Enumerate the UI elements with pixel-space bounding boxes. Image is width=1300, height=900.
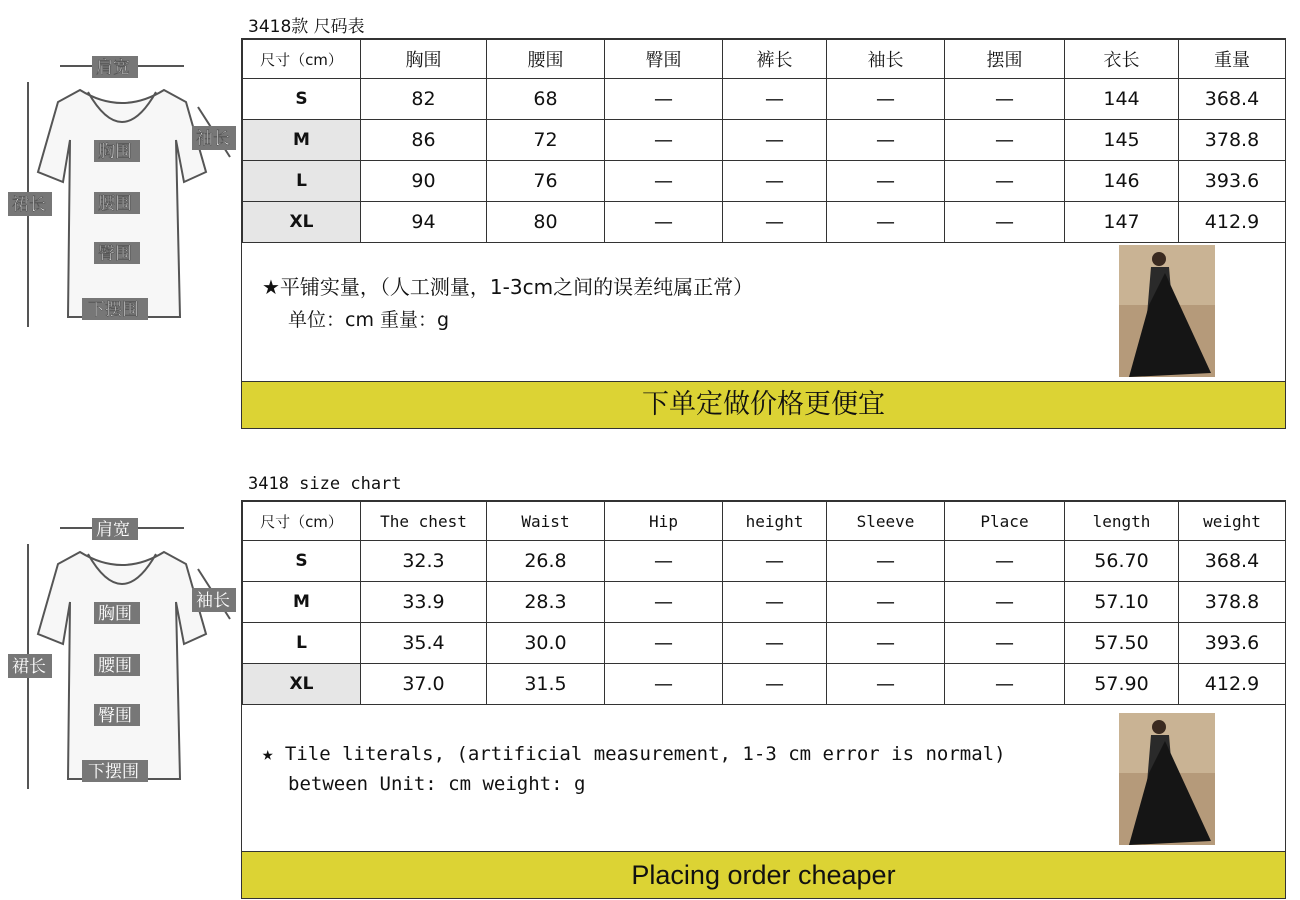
- table-cell: 412.9: [1179, 664, 1286, 705]
- table-cell: —: [945, 161, 1065, 202]
- table-cell: —: [827, 161, 945, 202]
- figure-label-chest: 胸围: [98, 142, 132, 162]
- table-cell: 37.0: [361, 664, 487, 705]
- table-cell: 28.3: [487, 582, 605, 623]
- table-cell: 72: [487, 120, 605, 161]
- table-cell: 26.8: [487, 541, 605, 582]
- table-cell: —: [945, 202, 1065, 243]
- header-cell: The chest: [361, 502, 487, 541]
- table-cell: —: [723, 202, 827, 243]
- table-cell: 90: [361, 161, 487, 202]
- note-line-1: ★ Tile literals, (artificial measurement, 1-3 cm error is normal): [262, 743, 1006, 765]
- figure-label-length: 裙长: [12, 195, 46, 215]
- table-cell: 68: [487, 79, 605, 120]
- header-cell: 腰围: [487, 40, 605, 79]
- measurement-note: [242, 243, 1285, 381]
- table-cell: 146: [1065, 161, 1179, 202]
- size-label: XL: [243, 202, 361, 243]
- table-cell: —: [945, 79, 1065, 120]
- figure-label-hem: 下摆围: [88, 762, 139, 782]
- figure-label-hem: 下摆围: [88, 300, 139, 320]
- table-cell: —: [605, 623, 723, 664]
- table-cell: 368.4: [1179, 541, 1286, 582]
- header-cell: length: [1065, 502, 1179, 541]
- table-cell: —: [945, 582, 1065, 623]
- table-cell: —: [945, 664, 1065, 705]
- promo-banner: 下单定做价格更便宜: [242, 381, 1285, 428]
- table-cell: 82: [361, 79, 487, 120]
- table-cell: —: [605, 541, 723, 582]
- table-cell: 31.5: [487, 664, 605, 705]
- table-cell: —: [723, 161, 827, 202]
- table-cell: 32.3: [361, 541, 487, 582]
- table-cell: —: [945, 541, 1065, 582]
- dress-measurement-diagram: [8, 514, 238, 804]
- table-cell: —: [827, 623, 945, 664]
- size-label: S: [243, 79, 361, 120]
- header-cell: 衣长: [1065, 40, 1179, 79]
- product-photo: [1119, 245, 1215, 377]
- figure-label-shoulder: 肩宽: [96, 520, 130, 540]
- size-label: M: [243, 582, 361, 623]
- table-cell: 144: [1065, 79, 1179, 120]
- table-cell: 378.8: [1179, 120, 1286, 161]
- note-line-1: ★平铺实量，（人工测量，1-3cm之间的误差纯属正常）: [262, 275, 754, 299]
- figure-label-waist: 腰围: [98, 194, 132, 214]
- table-row: [243, 623, 1286, 664]
- table-cell: 412.9: [1179, 202, 1286, 243]
- table-cell: 145: [1065, 120, 1179, 161]
- table-cell: —: [723, 79, 827, 120]
- size-table: [242, 39, 1286, 243]
- table-cell: —: [827, 202, 945, 243]
- table-cell: 393.6: [1179, 623, 1286, 664]
- table-row: [243, 664, 1286, 705]
- figure-label-hip: 臀围: [98, 244, 132, 264]
- promo-banner: Placing order cheaper: [242, 851, 1285, 898]
- dress-measurement-diagram: [8, 52, 238, 342]
- header-cell: weight: [1179, 502, 1286, 541]
- table-cell: 76: [487, 161, 605, 202]
- header-cell: Place: [945, 502, 1065, 541]
- table-cell: 94: [361, 202, 487, 243]
- size-label: S: [243, 541, 361, 582]
- table-cell: 393.6: [1179, 161, 1286, 202]
- header-cell: 袖长: [827, 40, 945, 79]
- size-chart-en: [0, 462, 1300, 900]
- table-cell: —: [827, 541, 945, 582]
- size-label: XL: [243, 664, 361, 705]
- size-sheet: [241, 38, 1286, 429]
- table-row: [243, 541, 1286, 582]
- table-cell: 35.4: [361, 623, 487, 664]
- table-cell: 86: [361, 120, 487, 161]
- figure-label-length: 裙长: [12, 657, 46, 677]
- figure-label-waist: 腰围: [98, 656, 132, 676]
- table-cell: 33.9: [361, 582, 487, 623]
- table-cell: —: [827, 79, 945, 120]
- chart-caption: 3418款 尺码表: [248, 17, 365, 37]
- header-cell: 摆围: [945, 40, 1065, 79]
- table-row: [243, 161, 1286, 202]
- size-chart-cn: [0, 0, 1300, 440]
- table-row: [243, 120, 1286, 161]
- table-cell: 30.0: [487, 623, 605, 664]
- header-cell: Hip: [605, 502, 723, 541]
- table-cell: —: [827, 120, 945, 161]
- header-cell: height: [723, 502, 827, 541]
- header-cell: Sleeve: [827, 502, 945, 541]
- table-cell: —: [723, 664, 827, 705]
- table-cell: —: [827, 582, 945, 623]
- table-cell: —: [827, 664, 945, 705]
- note-line-2: between Unit: cm weight: g: [288, 773, 586, 795]
- size-table: [242, 501, 1286, 705]
- table-cell: 57.90: [1065, 664, 1179, 705]
- header-cell: 尺寸（cm）: [243, 40, 361, 79]
- table-cell: —: [605, 79, 723, 120]
- figure-label-hip: 臀围: [98, 706, 132, 726]
- table-cell: —: [723, 541, 827, 582]
- size-label: L: [243, 161, 361, 202]
- table-cell: 56.70: [1065, 541, 1179, 582]
- header-cell: 重量: [1179, 40, 1286, 79]
- figure-label-sleeve: 袖长: [196, 591, 230, 611]
- table-cell: —: [605, 582, 723, 623]
- measurement-note: [242, 705, 1285, 851]
- figure-label-chest: 胸围: [98, 604, 132, 624]
- table-row: [243, 202, 1286, 243]
- table-cell: —: [605, 120, 723, 161]
- table-cell: —: [723, 120, 827, 161]
- size-label: L: [243, 623, 361, 664]
- header-cell: 胸围: [361, 40, 487, 79]
- header-cell: 裤长: [723, 40, 827, 79]
- table-cell: 147: [1065, 202, 1179, 243]
- table-cell: 57.10: [1065, 582, 1179, 623]
- table-cell: 57.50: [1065, 623, 1179, 664]
- size-sheet: [241, 500, 1286, 899]
- table-cell: —: [605, 202, 723, 243]
- table-cell: 378.8: [1179, 582, 1286, 623]
- table-cell: —: [723, 623, 827, 664]
- table-cell: 80: [487, 202, 605, 243]
- table-cell: —: [945, 623, 1065, 664]
- table-cell: —: [605, 161, 723, 202]
- product-photo: [1119, 713, 1215, 845]
- table-header-row: [243, 502, 1286, 541]
- header-cell: 尺寸（cm）: [243, 502, 361, 541]
- table-row: [243, 79, 1286, 120]
- figure-label-sleeve: 袖长: [196, 129, 230, 149]
- table-cell: —: [605, 664, 723, 705]
- chart-caption: 3418 size chart: [248, 474, 402, 494]
- table-cell: —: [723, 582, 827, 623]
- header-cell: Waist: [487, 502, 605, 541]
- table-cell: —: [945, 120, 1065, 161]
- header-cell: 臀围: [605, 40, 723, 79]
- note-line-2: 单位：cm 重量：g: [288, 309, 450, 331]
- table-header-row: [243, 40, 1286, 79]
- table-row: [243, 582, 1286, 623]
- table-cell: 368.4: [1179, 79, 1286, 120]
- figure-label-shoulder: 肩宽: [96, 58, 130, 78]
- size-label: M: [243, 120, 361, 161]
